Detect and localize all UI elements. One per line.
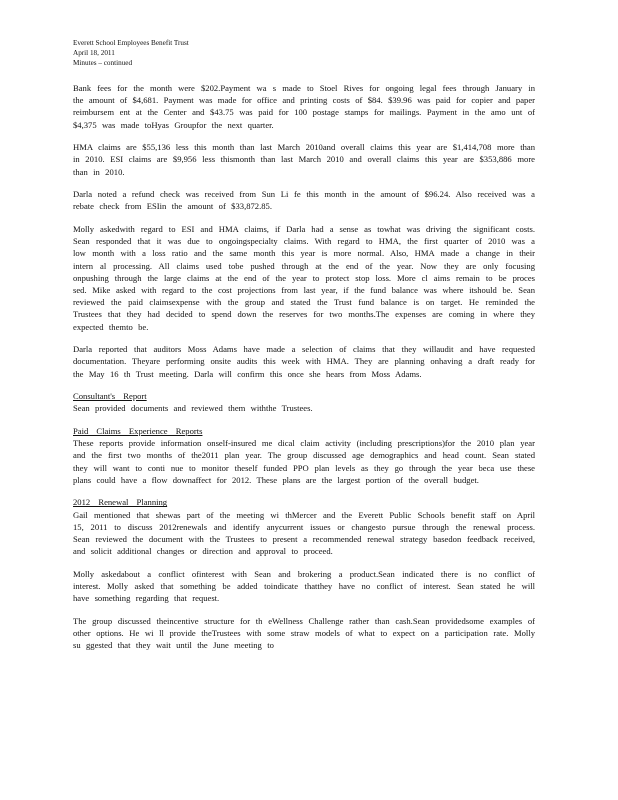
paragraph-refund: Darla noted a refund check was received from Sun Li fe this month in the amount of $96.24. Also received was a rebate check from ESIin the amount of $33,872.85. [73,189,535,212]
minutes-body [73,82,535,662]
heading-paid-claims: Paid Claims Experience Reports [73,426,203,437]
paragraph-renewal: Gail mentioned that shewas part of the meeting wi thMercer and the Everett Public Schools benefit staff on April 15, 2011 to discuss 2012renewals and identify anycurrent issues or changesto pursue through the renewal process. Sean reviewed the document with the Trustees to present a recommended renewal strategy basedon feedback received, and solicit additional changes or direction and approval to proceed. [73,509,535,557]
paragraph-claims: HMA claims are $55,136 less this month than last March 2010and overall claims this year are $1,414,708 more than in 2010. ESI claims are $9,956 less thismonth than last March 2010 and overall claims this year are $353,886 more than in 2010. [73,142,535,177]
minutes-header [73,38,189,68]
header-org-line: Everett School Employees Benefit Trust [73,39,189,47]
paragraph-wellness: The group discussed theincentive structure for th eWellness Challenge rather than cash.Sean providedsome examples of other options. He wi ll provide theTrustees with some straw models of what to expect on a participation rate. Molly su ggested that they wait until the June meeting to [73,615,535,651]
paragraph-paid-claims: These reports provide information onself-insured me dical claim activity (including prescriptions)for the 2010 plan year and the first two months of the2011 plan year. The group discussed age demographics and head count. Sean stated they will want to conti nue to monitor theself funded PPO plan levels as they go through the year beca use these plans could have a flow downaffect for 2012. These plans are the largest portion of the overall budget. [73,438,535,485]
heading-renewal-planning: 2012 Renewal Planning [73,497,168,508]
paragraph-cost-discussion: Molly askedwith regard to ESI and HMA claims, if Darla had a sense as towhat was driving the significant costs. Sean responded that it was due to ongoingspecialty claims. With regard to HMA, the first quarter of 2010 was a low month with a loss ratio and the same month this year is more normal. Also, HMA made a change in their intern al processing. All claims used tobe pushed through at the end of the year. Now they are only focusing onpushing through the large claims at the end of the year to protect stop loss. More cl aims remain to be proces sed. Mike asked with regard to the cost projections from last year, if the fund balance was where itshould be. Sean reviewed the paid claimsexpense with the group and stated the Trust fund balance is on target. He reminded the Trustees that they had decided to spend down the reserves for two months.The expenses are coming in where they expected themto be. [73,224,535,332]
paragraph-bank-fees: Bank fees for the month were $202.Payment wa s made to Stoel Rives for ongoing legal fees through January in the amount of $4,681. Payment was made for office and printing costs of $84. $39.96 was paid for copier and paper reimbursem ent at the Center and $43.75 was paid for 100 postage stamps for mailings. Payment in the amo unt of $4,375 was made toHyas Groupfor the next quarter. [73,83,535,130]
paragraph-audit: Darla reported that auditors Moss Adams have made a selection of claims that they willaudit and have requested documentation. Theyare performing onsite audits this week with HMA. They are planning onhaving a draft ready for the May 16 th Trust meeting. Darla will confirm this once she hears from Moss Adams. [73,344,535,379]
header-date-line: April 18, 2011 [73,49,115,57]
heading-consultant-report: Consultant's Report [73,391,147,402]
paragraph-conflict: Molly askedabout a conflict ofinterest with Sean and brokering a product.Sean indicated there is no conflict of interest. Molly asked that something be added toindicate thatthey have no conflict of interest. Sean stated he will have something regarding that request. [73,568,535,604]
header-minutes-line: Minutes – continued [73,59,133,67]
paragraph-consultant: Sean provided documents and reviewed them withthe Trustees. [73,403,313,414]
